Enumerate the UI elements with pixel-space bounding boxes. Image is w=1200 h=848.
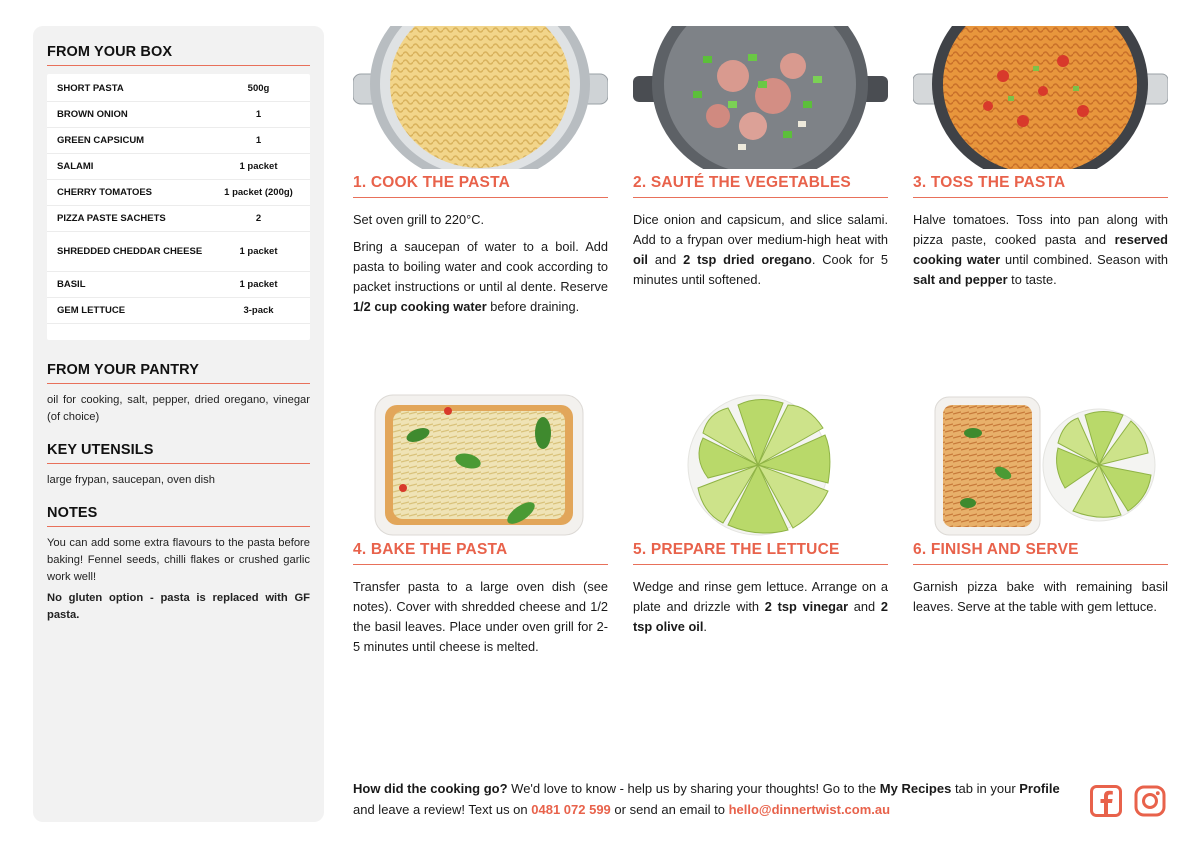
step-2 — [633, 26, 888, 297]
ingredient-row — [47, 154, 310, 180]
step-2-title: 2. SAUTÉ THE VEGETABLES — [633, 174, 888, 198]
text-run: until combined. Season with — [1000, 252, 1169, 267]
text-run-bold: reserved cooking water — [913, 232, 1168, 267]
box-heading: FROM YOUR BOX — [47, 44, 310, 66]
text-run: . Cook for 5 minutes until softened. — [633, 252, 888, 287]
footer-text: and leave a review! Text us on — [353, 802, 532, 817]
email-link[interactable]: hello@dinnertwist.com.au — [728, 802, 891, 817]
my-recipes-link[interactable]: My Recipes — [879, 781, 952, 796]
ingredient-name: BASIL — [57, 279, 86, 290]
ingredient-name: GREEN CAPSICUM — [57, 135, 145, 146]
text-run-bold: 1/2 cup cooking water — [353, 299, 487, 314]
step-3-text — [913, 210, 1168, 290]
pantry-heading: FROM YOUR PANTRY — [47, 362, 310, 384]
pantry-section — [47, 362, 310, 426]
ingredient-qty: 500g — [247, 83, 270, 94]
footer-text: We'd love to know - help us by sharing your thoughts! Go to the — [507, 781, 880, 796]
ingredients-panel — [33, 26, 324, 822]
ingredient-row — [47, 102, 310, 128]
notes-section — [47, 505, 310, 624]
text-run: . — [703, 619, 707, 634]
ingredient-name: CHERRY TOMATOES — [57, 187, 153, 198]
ingredients-table — [47, 74, 310, 340]
ingredient-qty: 2 — [255, 213, 262, 224]
ingredient-row — [47, 180, 310, 206]
serve-photo — [913, 393, 1168, 541]
step-3-title: 3. TOSS THE PASTA — [913, 174, 1168, 198]
instagram-icon[interactable] — [1134, 785, 1166, 817]
pasta-pot-photo — [353, 26, 608, 174]
step-1-text-2 — [353, 237, 608, 317]
step-4 — [353, 393, 608, 664]
text-run-bold: 2 tsp olive oil — [633, 599, 888, 634]
ingredient-name: BROWN ONION — [57, 109, 128, 120]
ingredient-name: SHREDDED CHEDDAR CHEESE — [57, 246, 203, 257]
text-run-bold: salt and pepper — [913, 272, 1008, 287]
pantry-text: oil for cooking, salt, pepper, dried oregano, vinegar (of choice) — [47, 394, 310, 423]
footer-text: tab in your — [951, 781, 1020, 796]
step-5-title: 5. PREPARE THE LETTUCE — [633, 541, 888, 565]
ingredient-qty: 1 packet — [239, 279, 278, 290]
text-run-bold: 2 tsp dried oregano — [683, 252, 812, 267]
ingredient-row — [47, 272, 310, 298]
profile-link[interactable]: Profile — [1019, 781, 1060, 796]
step-1-title: 1. COOK THE PASTA — [353, 174, 608, 198]
step-6-text: Garnish pizza bake with remaining basil leaves. Serve at the table with gem lettuce. — [913, 579, 1168, 614]
ingredient-row — [47, 206, 310, 232]
footer-text: or send an email to — [610, 802, 729, 817]
step-4-text: Transfer pasta to a large oven dish (see notes). Cover with shredded cheese and 1/2 the basil leaves. Place under oven grill for 2-5 minutes until cheese is melted. — [353, 579, 608, 654]
text-run: and — [647, 252, 684, 267]
notes-text: You can add some extra flavours to the pasta before baking! Fennel seeds, chilli flakes or crushed garlic work well! — [47, 537, 310, 583]
ingredient-name: SHORT PASTA — [57, 83, 124, 94]
tossed-pasta-photo — [913, 26, 1168, 174]
text-run: Wedge and rinse gem lettuce. Arrange on a plate and drizzle with — [633, 579, 888, 614]
ingredient-name: GEM LETTUCE — [57, 305, 126, 316]
text-run: and — [848, 599, 881, 614]
step-6-title: 6. FINISH AND SERVE — [913, 541, 1168, 565]
utensils-text: large frypan, saucepan, oven dish — [47, 474, 215, 486]
step-1 — [353, 26, 608, 324]
ingredient-name: SALAMI — [57, 161, 94, 172]
ingredient-qty: 1 — [255, 135, 262, 146]
step-4-title: 4. BAKE THE PASTA — [353, 541, 608, 565]
pasta-bake-photo — [353, 393, 608, 541]
facebook-icon[interactable] — [1090, 785, 1122, 817]
step-5 — [633, 393, 888, 644]
text-run: to taste. — [1007, 272, 1057, 287]
ingredient-row — [47, 128, 310, 154]
phone-link[interactable]: 0481 072 599 — [531, 802, 611, 817]
text-run-bold: 2 tsp vinegar — [764, 599, 849, 614]
text-run: Bring a saucepan of water to a boil. Add pasta to boiling water and cook according to packet instructions or until al dente. Reserve — [353, 239, 608, 294]
ingredient-qty: 1 packet (200g) — [224, 187, 293, 198]
text-run: Halve tomatoes. Toss into pan along with pizza paste, cooked pasta and — [913, 212, 1168, 247]
feedback-footer — [353, 778, 1073, 820]
ingredient-name: PIZZA PASTE SACHETS — [57, 213, 166, 224]
step-5-text — [633, 577, 888, 637]
ingredient-row — [47, 298, 310, 324]
frypan-vegetables-photo — [633, 26, 888, 174]
footer-question: How did the cooking go? — [353, 781, 508, 796]
step-3 — [913, 26, 1168, 297]
utensils-section — [47, 442, 310, 489]
notes-gf: No gluten option - pasta is replaced with GF pasta. — [47, 592, 310, 621]
ingredient-qty: 3-pack — [243, 305, 274, 316]
text-run: Dice onion and capsicum, and slice salami. Add to a frypan over medium-high heat with — [633, 212, 888, 247]
ingredient-row — [47, 232, 310, 272]
step-6 — [913, 393, 1168, 624]
notes-heading: NOTES — [47, 505, 310, 527]
ingredient-qty: 1 — [255, 109, 262, 120]
text-run-bold: oil — [633, 252, 648, 267]
ingredient-qty: 1 packet — [239, 161, 278, 172]
step-2-text — [633, 210, 888, 290]
ingredient-qty: 1 packet — [239, 246, 278, 257]
utensils-heading: KEY UTENSILS — [47, 442, 310, 464]
text-run: before draining. — [486, 299, 580, 314]
step-1-text: Set oven grill to 220°C. — [353, 212, 485, 227]
lettuce-plate-photo — [633, 393, 888, 541]
ingredient-row — [47, 76, 310, 102]
